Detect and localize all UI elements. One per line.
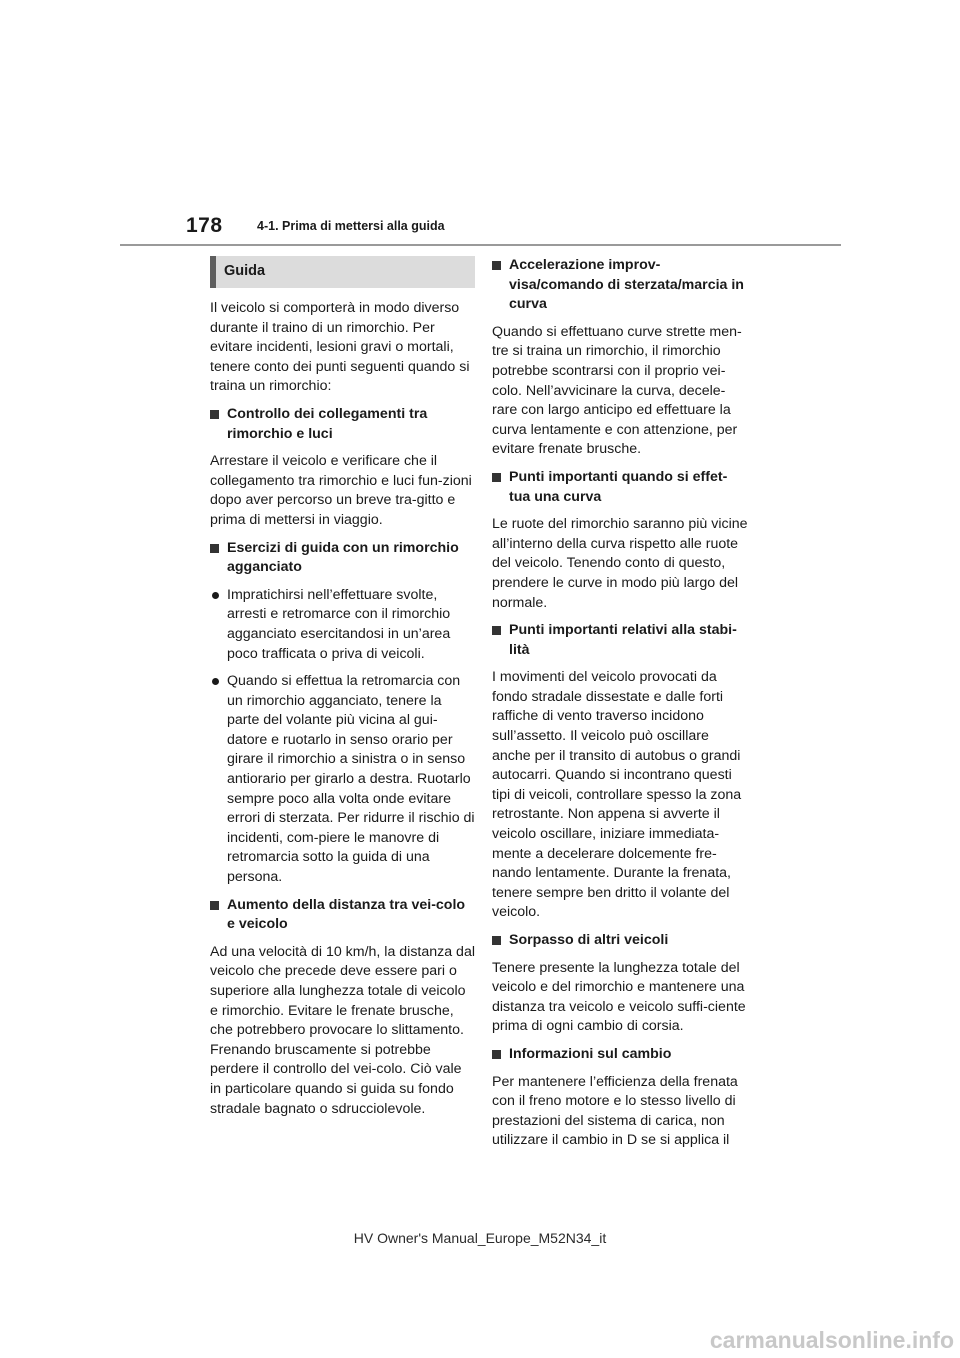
- round-bullet-icon: [212, 592, 219, 599]
- square-bullet-icon: [492, 261, 501, 270]
- subheading-cambio: [492, 1045, 748, 1065]
- subheading-sorpasso: [492, 931, 748, 951]
- paragraph-distanza: Ad una velocità di 10 km/h, la distanza dal veicolo che precede deve essere pari o superiore alla lunghezza totale di veicolo e rimorchio. Evitare le frenate brusche, che potrebbero provocare lo slittamento. Frenando bruscamente si potrebbe perdere il controllo del vei-colo. Ciò vale in particolare quando si guida su fondo stradale bagnato o sdrucciolevole.: [210, 943, 475, 1117]
- right-column: [492, 256, 748, 1159]
- subheading-text: Aumento della distanza tra vei-colo e veicolo: [227, 896, 466, 933]
- paragraph-curva: Le ruote del rimorchio saranno più vicine all’interno della curva rispetto alle ruote del veicolo. Tenendo conto di questo, prendere le curve in modo più largo del normale.: [492, 516, 748, 611]
- subheading-esercizi: [210, 539, 475, 578]
- bullet-text: Impratichirsi nell’effettuare svolte, arresti e retromarce con il rimorchio agganciato esercitandosi in un’area poco trafficata o priva di veicoli.: [227, 586, 451, 662]
- square-bullet-icon: [210, 544, 219, 553]
- header-divider: [120, 244, 841, 246]
- subheading-text: Esercizi di guida con un rimorchio agganciato: [227, 539, 459, 576]
- subheading-accelerazione: [492, 256, 748, 315]
- paragraph-accelerazione: Quando si effettuano curve strette men-tre si traina un rimorchio, il rimorchio potrebbe scontrarsi con il proprio vei-colo. Nell’avvicinare la curva, decele-rare con largo anticipo ed effettuare la curva lentamente e con attenzione, per evitare frenate brusche.: [492, 323, 742, 458]
- subheading-collegamenti: [210, 405, 475, 444]
- subheading-text: Sorpasso di altri veicoli: [509, 932, 669, 948]
- subheading-text: Punti importanti relativi alla stabi-lità: [509, 622, 737, 658]
- section-title: 4-1. Prima di mettersi alla guida: [257, 219, 445, 233]
- subheading-curva: [492, 468, 748, 507]
- subheading-text: Punti importanti quando si effet-tua una curva: [509, 468, 728, 505]
- paragraph-cambio: Per mantenere l’efficienza della frenata con il freno motore e lo stesso livello di prestazioni del sistema di carica, non utilizzare il cambio in D se si applica il: [492, 1073, 738, 1149]
- bullet-item: [210, 672, 475, 888]
- square-bullet-icon: [210, 901, 219, 910]
- paragraph-stabilita: I movimenti del veicolo provocati da fondo stradale dissestate e dalle forti raffiche di vento traverso incidono sull’assetto. Il veicolo può oscillare anche per il transito di autobus o grandi autocarri. Quando si incontrano questi tipi di veicoli, controllare spesso la zona retrostante. Non appena si avverte il veicolo oscillare, iniziare immediata-mente a decelerare dolcemente fre-nando lentamente. Durante la frenata, tenere sempre ben dritto il volante del veicolo.: [492, 669, 742, 921]
- square-bullet-icon: [492, 473, 501, 482]
- subheading-text: Controllo dei collegamenti tra rimorchio e luci: [227, 405, 428, 442]
- square-bullet-icon: [210, 410, 219, 419]
- footer-manual-id: HV Owner's Manual_Europe_M52N34_it: [353, 1230, 607, 1246]
- intro-paragraph: Il veicolo si comporterà in modo diverso durante il traino di un rimorchio. Per evitare incidenti, lesioni gravi o mortali, tenere conto dei punti seguenti quando si traina un rimorchio:: [210, 300, 470, 395]
- paragraph-collegamenti: Arrestare il veicolo e verificare che il collegamento tra rimorchio e luci fun-zioni dopo aver percorso un breve tra-gitto e prima di mettersi in viaggio.: [210, 453, 472, 528]
- subheading-stabilita: [492, 621, 748, 660]
- page-number: 178: [186, 214, 223, 237]
- paragraph-sorpasso: Tenere presente la lunghezza totale del veicolo e del rimorchio e mantenere una distanza tra veicolo e veicolo suffi-ciente prima di ogni cambio di corsia.: [492, 959, 746, 1035]
- watermark: carmanualsonline.info: [709, 1327, 954, 1353]
- subheading-text: Accelerazione improv-visa/comando di sterzata/marcia in curva: [509, 257, 744, 313]
- bullet-text: Quando si effettua la retromarcia con un rimorchio agganciato, tenere la parte del volante più vicina al gui-datore e ruotarlo in senso orario per girare il rimorchio a sinistra o in senso antiorario per girarlo a destra. Ruotarlo sempre poco alla volta onde evitare errori di sterzata. Per ridurre il rischio di incidenti, com-piere le manovre di retromarcia sotto la guida di una persona.: [227, 673, 475, 886]
- subheading-distanza: [210, 896, 475, 935]
- square-bullet-icon: [492, 626, 501, 635]
- square-bullet-icon: [492, 936, 501, 945]
- subheading-text: Informazioni sul cambio: [509, 1045, 672, 1062]
- square-bullet-icon: [492, 1050, 501, 1059]
- left-column: [210, 256, 475, 1127]
- bullet-item: [210, 586, 475, 664]
- box-heading: Guida: [210, 256, 475, 288]
- round-bullet-icon: [212, 678, 219, 685]
